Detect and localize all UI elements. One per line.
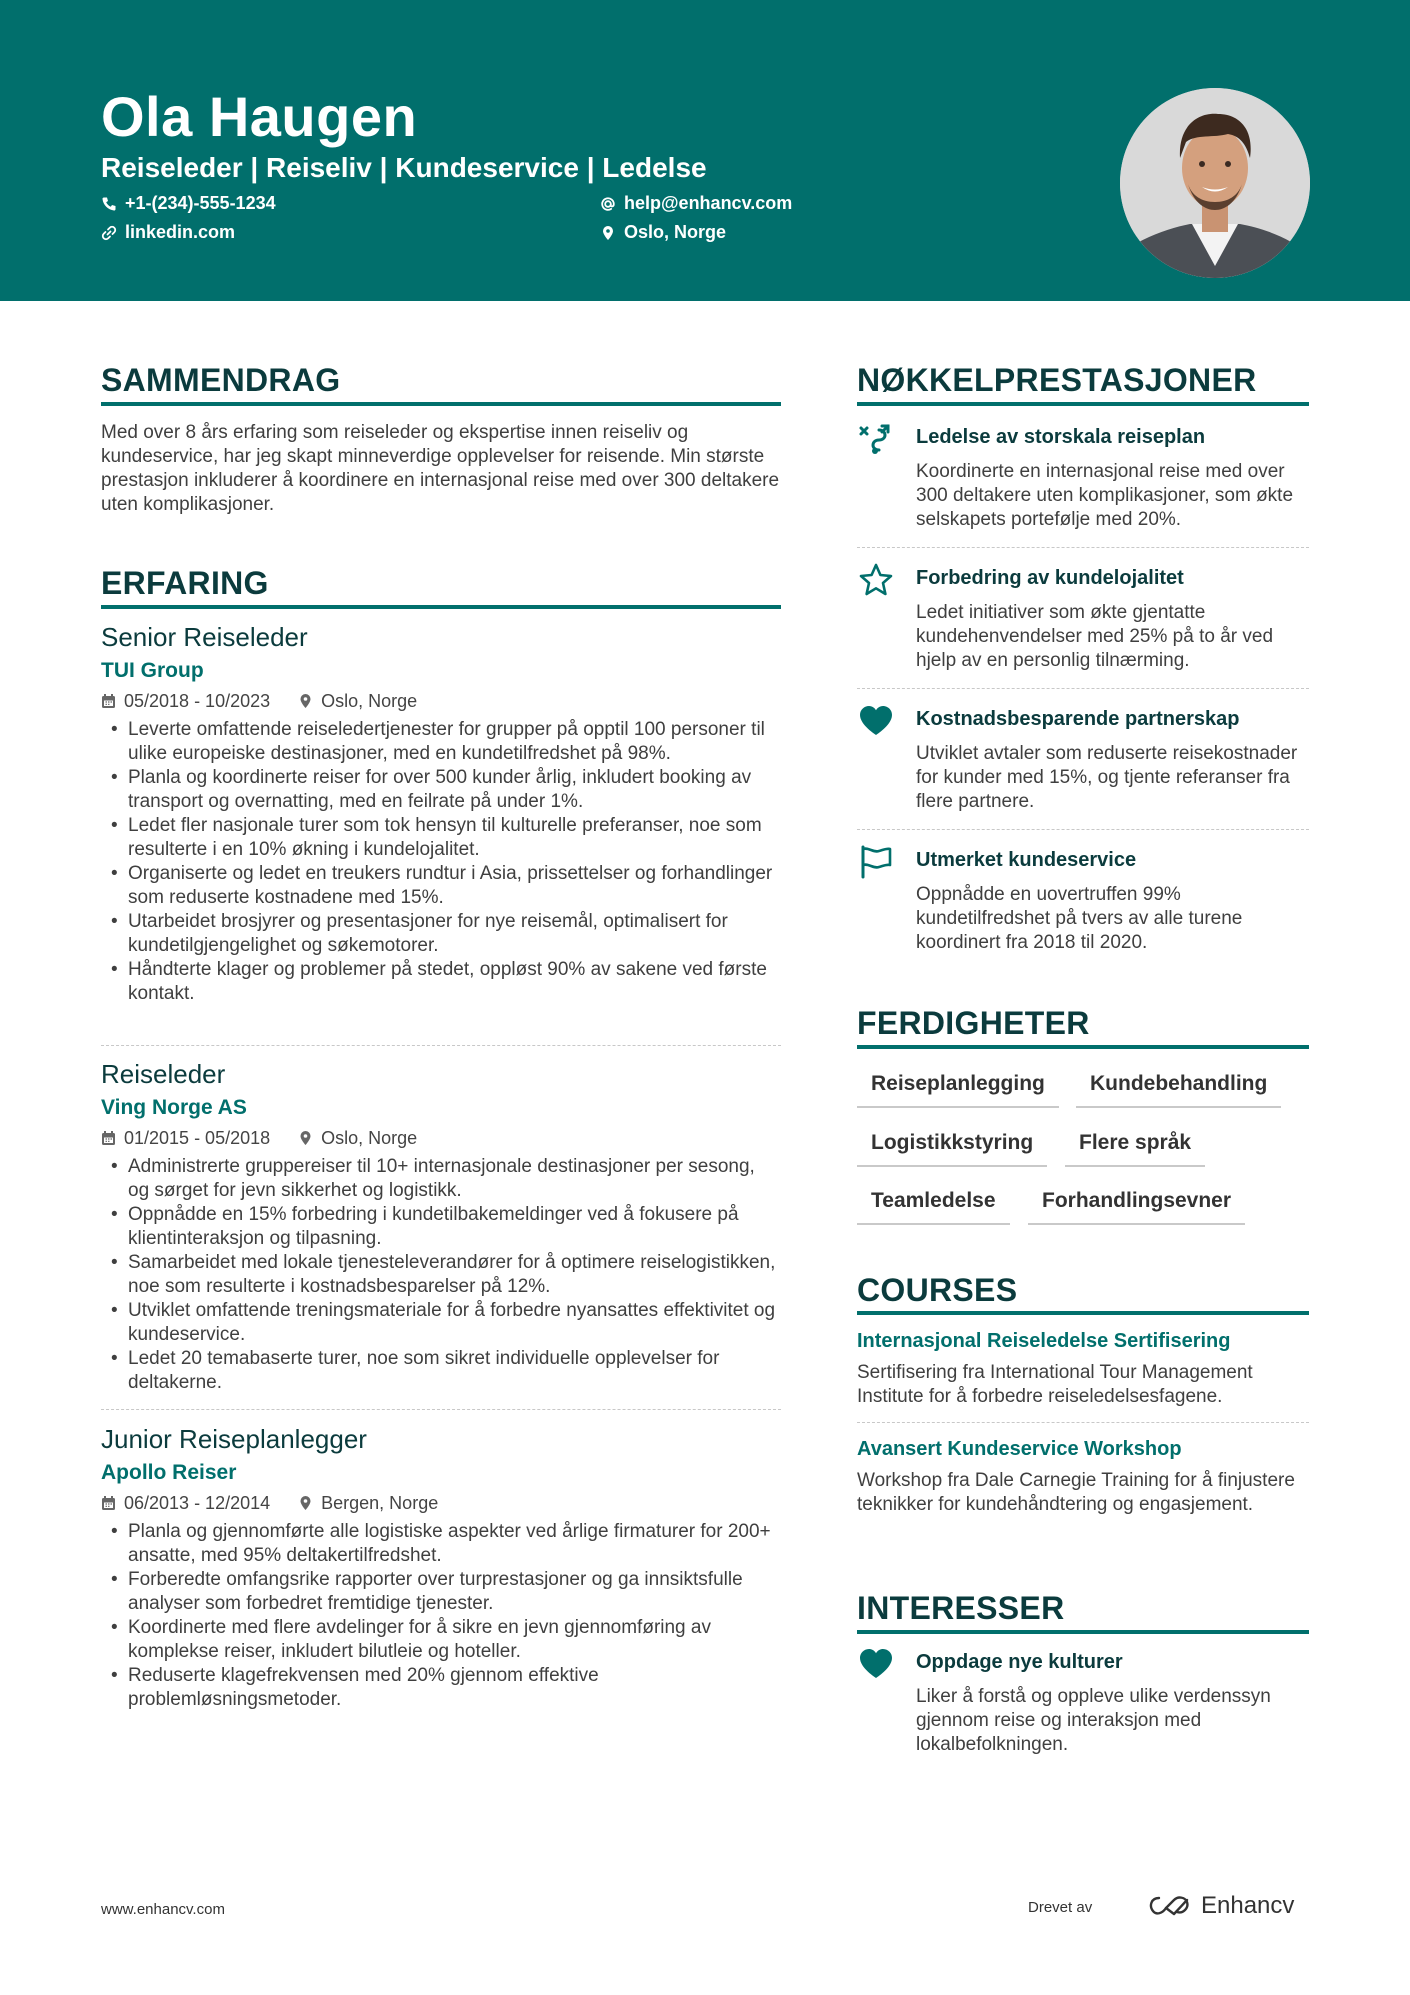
achievement-title: Forbedring av kundelojalitet (916, 567, 1184, 589)
courses-heading: COURSES (857, 1272, 1018, 1308)
job-bullets (101, 1155, 781, 1395)
heart-icon (857, 702, 895, 740)
job-location: Oslo, Norge (321, 1127, 418, 1148)
job-meta (101, 1127, 781, 1149)
achievement-text: Oppnådde en uovertruffen 99% kundetilfredshet på tvers av alle turene koordinert fra 2018 til 2020. (916, 884, 1243, 953)
calendar-icon (101, 693, 116, 709)
achievement-text: Ledet initiativer som økte gjentatte kundehenvendelser med 25% på to år ved hjelp av en personlig tilnærming. (916, 602, 1274, 671)
calendar-icon (101, 1130, 116, 1146)
bullet-item: • Leverte omfattende reiseledertjenester for grupper på opptil 100 personer til ulike europeiske destinasjoner, med en kundetilfredshet på 98%. (101, 718, 781, 766)
interests-heading: INTERESSER (857, 1590, 1065, 1626)
job-bullets (101, 718, 781, 1006)
skill-tag: Forhandlingsevner (1028, 1185, 1245, 1225)
flag-icon (857, 843, 895, 881)
job-title: Junior Reiseplanlegger (101, 1424, 367, 1454)
bullet-item: • Planla og koordinerte reiser for over 500 kunder årlig, inkludert booking av transport og overnatting, med en feilrate på under 1%. (101, 766, 781, 814)
phone-icon (101, 196, 117, 212)
achievements-rule (857, 402, 1309, 406)
candidate-name: Ola Haugen (101, 85, 418, 148)
bullet-item: • Samarbeidet med lokale tjenesteleverandører for å optimere reiselogistikken, noe som resulterte i kostnadsbesparelser på 12%. (101, 1251, 781, 1299)
profile-photo (1120, 88, 1310, 278)
email-text[interactable]: help@enhancv.com (624, 193, 793, 213)
enhancv-logo-icon (1147, 1894, 1193, 1918)
course-title: Internasjonal Reiseledelse Sertifisering (857, 1330, 1231, 1352)
interest-text: Liker å forstå og oppleve ulike verdenssyn gjennom reise og interaksjon med lokalbefolkningen. (916, 1686, 1271, 1755)
divider (101, 1045, 781, 1046)
skill-tag: Kundebehandling (1076, 1068, 1281, 1108)
achievement-text: Koordinerte en internasjonal reise med over 300 deltakere uten komplikasjoner, som økte selskapets portefølje med 20%. (916, 461, 1294, 530)
bullet-item: • Ledet 20 temabaserte turer, noe som sikret individuelle opplevelser for deltakerne. (101, 1347, 781, 1395)
achievement-title: Utmerket kundeservice (916, 849, 1137, 871)
skill-tag: Teamledelse (857, 1185, 1010, 1225)
job-entry (101, 1059, 781, 1395)
job-title: Reiseleder (101, 1059, 226, 1089)
job-dates: 05/2018 - 10/2023 (124, 690, 271, 711)
job-title: Senior Reiseleder (101, 622, 308, 652)
company-name: Ving Norge AS (101, 1096, 247, 1119)
summary-rule (101, 402, 781, 406)
calendar-icon (101, 1495, 116, 1511)
bullet-item: • Utarbeidet brosjyrer og presentasjoner for nye reisemål, optimalisert for kundetilgjengelighet og søkemotorer. (101, 910, 781, 958)
job-dates: 01/2015 - 05/2018 (124, 1127, 271, 1148)
divider (857, 829, 1309, 830)
bullet-item: • Planla og gjennomførte alle logistiske aspekter ved årlige firmaturer for 200+ ansatte, med 95% deltakertilfredshet. (101, 1520, 781, 1568)
course-text: Workshop fra Dale Carnegie Training for å finjustere teknikker for kundehåndtering og engasjement. (857, 1470, 1295, 1515)
job-bullets (101, 1520, 781, 1712)
skills-rule (857, 1045, 1309, 1049)
footer-website[interactable]: www.enhancv.com (101, 1901, 225, 1918)
bullet-item: • Koordinerte med flere avdelinger for å sikre en jevn gjennomføring av komplekse reiser, inkludert bilutleie og hoteller. (101, 1616, 781, 1664)
footer-powered-by: Drevet av (1028, 1899, 1093, 1916)
job-meta (101, 1492, 781, 1514)
location-pin-icon (298, 693, 313, 709)
linkedin-text[interactable]: linkedin.com (125, 222, 236, 242)
achievement-title: Kostnadsbesparende partnerskap (916, 708, 1240, 730)
skills-heading: FERDIGHETER (857, 1005, 1090, 1041)
company-name: Apollo Reiser (101, 1461, 237, 1484)
bullet-item: • Forberedte omfangsrike rapporter over turprestasjoner og ga innsiktsfulle analyser som forbedret fremtidige tjenester. (101, 1568, 781, 1616)
achievements-heading: NØKKELPRESTASJONER (857, 362, 1257, 398)
route-icon (857, 420, 895, 458)
linkedin-contact (101, 222, 235, 243)
course-text: Sertifisering fra International Tour Management Institute for å forbedre reiseledelsesfagene. (857, 1362, 1253, 1407)
phone-contact (101, 193, 276, 214)
phone-text[interactable]: +1-(234)-555-1234 (125, 193, 276, 213)
bullet-item: • Organiserte og ledet en treukers rundtur i Asia, prissettelser og forhandlinger som reduserte kostnadene med 15%. (101, 862, 781, 910)
job-dates: 06/2013 - 12/2014 (124, 1492, 271, 1513)
skill-tag: Flere språk (1065, 1127, 1205, 1167)
job-entry (101, 622, 781, 1006)
link-icon (101, 225, 117, 241)
courses-rule (857, 1311, 1309, 1315)
experience-rule (101, 605, 781, 609)
enhancv-logo-text: Enhancv (1201, 1892, 1295, 1919)
job-meta (101, 690, 781, 712)
at-icon (600, 196, 616, 212)
job-location: Oslo, Norge (321, 690, 418, 711)
divider (857, 688, 1309, 689)
bullet-item: • Utviklet omfattende treningsmateriale for å forbedre nyansattes effektivitet og kundeservice. (101, 1299, 781, 1347)
candidate-title: Reiseleder | Reiseliv | Kundeservice | Ledelse (101, 152, 707, 183)
course-title: Avansert Kundeservice Workshop (857, 1438, 1182, 1460)
heart-icon (857, 1645, 895, 1683)
bullet-item: • Ledet fler nasjonale turer som tok hensyn til kulturelle preferanser, noe som resulterte i en 10% økning i kundelojalitet. (101, 814, 781, 862)
achievement-title: Ledelse av storskala reiseplan (916, 426, 1206, 448)
interests-rule (857, 1630, 1309, 1634)
location-pin-icon (600, 225, 616, 241)
company-name: TUI Group (101, 659, 204, 682)
skill-tag: Reiseplanlegging (857, 1068, 1059, 1108)
location-pin-icon (298, 1130, 313, 1146)
location-pin-icon (298, 1495, 313, 1511)
divider (101, 1409, 781, 1410)
bullet-item: • Håndterte klager og problemer på stedet, oppløst 90% av sakene ved første kontakt. (101, 958, 781, 1006)
job-location: Bergen, Norge (321, 1492, 439, 1513)
skill-tag: Logistikkstyring (857, 1127, 1047, 1167)
summary-heading: SAMMENDRAG (101, 362, 341, 398)
summary-text: Med over 8 års erfaring som reiseleder og ekspertise innen reiseliv og kundeservice, har jeg skapt minneverdige opplevelser for reisende. Min største prestasjon inkluderer å koordinere en internasjonal reise med over 300 deltakere uten komplikasjoner. (101, 422, 780, 515)
location-text: Oslo, Norge (624, 222, 727, 242)
experience-heading: ERFARING (101, 565, 269, 601)
location-contact (600, 222, 726, 243)
star-icon (857, 561, 895, 599)
bullet-item: • Administrerte gruppereiser til 10+ internasjonale destinasjoner per sesong, og sørget for jevn sikkerhet og logistikk. (101, 1155, 781, 1203)
email-contact (600, 193, 792, 214)
achievement-text: Utviklet avtaler som reduserte reisekostnader for kunder med 15%, og tjente referanser fra flere partnere. (916, 743, 1298, 812)
interest-title: Oppdage nye kulturer (916, 1651, 1123, 1673)
job-entry (101, 1424, 781, 1712)
bullet-item: • Oppnådde en 15% forbedring i kundetilbakemeldinger ved å fokusere på klientinteraksjon og tilpasning. (101, 1203, 781, 1251)
bullet-item: • Reduserte klagefrekvensen med 20% gjennom effektive problemløsningsmetoder. (101, 1664, 781, 1712)
header-banner (0, 0, 1410, 301)
enhancv-logo[interactable] (1147, 1892, 1294, 1920)
divider (857, 1422, 1309, 1423)
divider (857, 547, 1309, 548)
